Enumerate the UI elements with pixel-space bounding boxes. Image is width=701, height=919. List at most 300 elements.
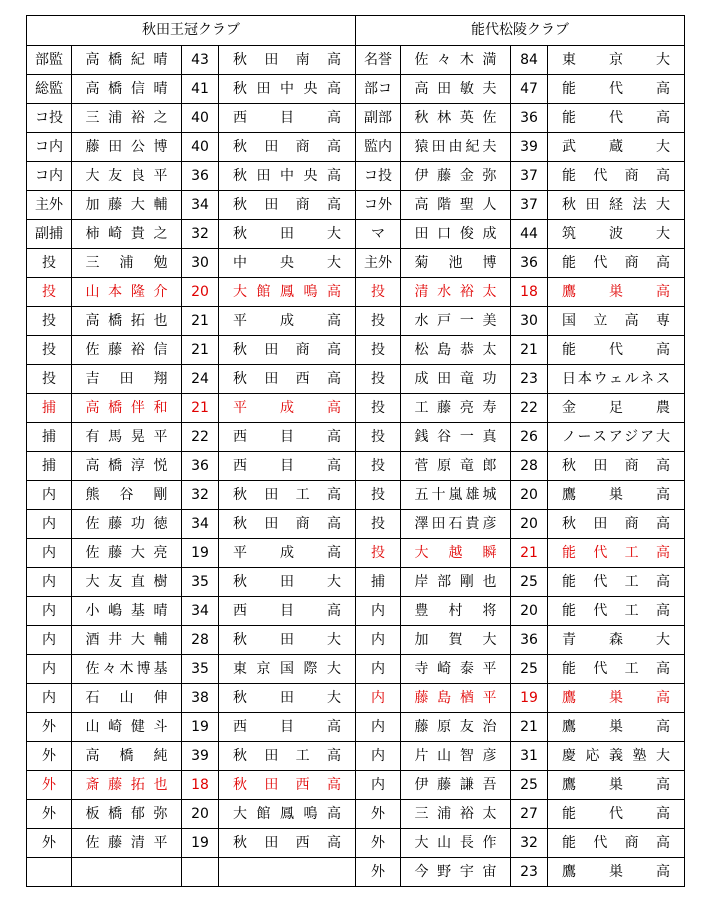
right-position-cell: 投	[356, 423, 401, 452]
table-row	[27, 133, 685, 162]
right-position-cell: 内	[356, 742, 401, 771]
right-age-cell: 21	[511, 336, 548, 365]
player-name: 佐藤清平	[85, 835, 168, 851]
left-school-cell	[219, 307, 356, 336]
left-age-cell: 35	[182, 655, 219, 684]
table-row	[27, 394, 685, 423]
left-position-cell: 投	[27, 307, 72, 336]
player-name: 高橋伴和	[85, 400, 168, 416]
table-row	[27, 191, 685, 220]
header-row	[27, 16, 685, 46]
right-player-name-cell	[401, 104, 511, 133]
school-name: 秋田中央高	[233, 168, 341, 184]
school-name: 青森大	[562, 632, 670, 648]
left-school-cell	[219, 249, 356, 278]
left-school-cell	[219, 394, 356, 423]
player-name: 大友直樹	[85, 574, 168, 590]
right-position-cell: 投	[356, 336, 401, 365]
left-position-cell: 投	[27, 365, 72, 394]
school-name: 秋田商高	[233, 342, 341, 358]
table-row	[27, 713, 685, 742]
table-row	[27, 162, 685, 191]
player-name: 高階聖人	[414, 197, 497, 213]
right-position-cell: 内	[356, 713, 401, 742]
left-school-cell	[219, 336, 356, 365]
right-player-name-cell	[401, 336, 511, 365]
player-name: 藤原友治	[414, 719, 497, 735]
right-age-cell: 32	[511, 829, 548, 858]
left-school-cell	[219, 365, 356, 394]
school-name: 秋田工高	[233, 748, 341, 764]
left-school-cell	[219, 510, 356, 539]
left-position-cell: 捕	[27, 394, 72, 423]
player-name: 大山長作	[414, 835, 497, 851]
table-row	[27, 626, 685, 655]
school-name: 秋田西高	[233, 835, 341, 851]
left-player-name-cell	[72, 46, 182, 75]
right-school-cell	[548, 626, 685, 655]
left-age-cell: 41	[182, 75, 219, 104]
right-position-cell: 外	[356, 800, 401, 829]
school-name: 西目高	[233, 603, 341, 619]
left-age-cell	[182, 858, 219, 887]
left-age-cell: 34	[182, 510, 219, 539]
left-player-name-cell	[72, 539, 182, 568]
player-name: 菊池博	[414, 255, 497, 271]
table-row	[27, 597, 685, 626]
left-school-cell	[219, 742, 356, 771]
right-age-cell: 37	[511, 191, 548, 220]
school-name: 平成高	[233, 400, 341, 416]
player-name: 三浦裕太	[414, 806, 497, 822]
table-row	[27, 742, 685, 771]
left-player-name-cell	[72, 191, 182, 220]
player-name: 岸部剛也	[414, 574, 497, 590]
right-player-name-cell	[401, 510, 511, 539]
right-player-name-cell	[401, 655, 511, 684]
right-position-cell: 副部	[356, 104, 401, 133]
left-age-cell: 21	[182, 336, 219, 365]
left-position-cell: 総監	[27, 75, 72, 104]
player-name: 大越瞬	[414, 545, 497, 561]
school-name: 秋田商高	[233, 516, 341, 532]
right-player-name-cell	[401, 220, 511, 249]
right-school-cell	[548, 191, 685, 220]
left-age-cell: 43	[182, 46, 219, 75]
player-name: 高橋紀晴	[85, 52, 168, 68]
table-row	[27, 220, 685, 249]
player-name: 加賀大	[414, 632, 497, 648]
table-row	[27, 684, 685, 713]
right-age-cell: 84	[511, 46, 548, 75]
left-school-cell	[219, 220, 356, 249]
left-player-name-cell	[72, 162, 182, 191]
right-school-cell	[548, 46, 685, 75]
right-school-cell	[548, 278, 685, 307]
left-school-cell	[219, 568, 356, 597]
player-name: 高田敏夫	[414, 81, 497, 97]
school-name: 鷹巣高	[562, 719, 670, 735]
school-name: 能代高	[562, 110, 670, 126]
left-position-cell: 捕	[27, 452, 72, 481]
right-player-name-cell	[401, 858, 511, 887]
left-player-name-cell	[72, 278, 182, 307]
left-position-cell: コ内	[27, 162, 72, 191]
table-row	[27, 46, 685, 75]
school-name: 秋田西高	[233, 371, 341, 387]
roster-body	[27, 16, 685, 887]
table-row	[27, 539, 685, 568]
table-row	[27, 423, 685, 452]
player-name: 片山智彦	[414, 748, 497, 764]
right-school-cell	[548, 713, 685, 742]
table-row	[27, 800, 685, 829]
right-age-cell: 20	[511, 510, 548, 539]
left-player-name-cell	[72, 133, 182, 162]
left-school-cell	[219, 597, 356, 626]
player-name: 石山伸	[85, 690, 168, 706]
left-player-name-cell	[72, 684, 182, 713]
left-age-cell: 39	[182, 742, 219, 771]
player-name: 熊谷剛	[85, 487, 168, 503]
player-name: 寺崎泰平	[414, 661, 497, 677]
left-player-name-cell	[72, 452, 182, 481]
right-position-cell: 内	[356, 597, 401, 626]
left-player-name-cell	[72, 481, 182, 510]
left-school-cell	[219, 423, 356, 452]
school-name: 能代商高	[562, 835, 670, 851]
school-name: 鷹巣高	[562, 690, 670, 706]
left-player-name-cell	[72, 742, 182, 771]
left-player-name-cell	[72, 829, 182, 858]
left-player-name-cell	[72, 75, 182, 104]
right-school-cell	[548, 394, 685, 423]
right-age-cell: 20	[511, 597, 548, 626]
school-name: 東京国際大	[233, 661, 341, 677]
right-player-name-cell	[401, 75, 511, 104]
left-position-cell: 内	[27, 510, 72, 539]
left-player-name-cell	[72, 771, 182, 800]
left-age-cell: 35	[182, 568, 219, 597]
right-school-cell	[548, 452, 685, 481]
left-player-name-cell	[72, 220, 182, 249]
left-position-cell: 外	[27, 771, 72, 800]
right-player-name-cell	[401, 423, 511, 452]
left-age-cell: 32	[182, 481, 219, 510]
school-name: 秋田商高	[562, 516, 670, 532]
left-age-cell: 19	[182, 713, 219, 742]
right-age-cell: 22	[511, 394, 548, 423]
right-school-cell	[548, 858, 685, 887]
right-school-cell	[548, 771, 685, 800]
left-player-name-cell	[72, 365, 182, 394]
left-age-cell: 40	[182, 133, 219, 162]
right-position-cell: 内	[356, 684, 401, 713]
left-position-cell: 投	[27, 278, 72, 307]
left-school-cell	[219, 655, 356, 684]
left-player-name-cell	[72, 336, 182, 365]
player-name: 菅原竜郎	[414, 458, 497, 474]
left-position-cell: 投	[27, 249, 72, 278]
right-age-cell: 39	[511, 133, 548, 162]
player-name: 清水裕太	[414, 284, 497, 300]
player-name: 水戸一美	[414, 313, 497, 329]
left-position-cell: 捕	[27, 423, 72, 452]
player-name: 高橋拓也	[85, 313, 168, 329]
right-age-cell: 36	[511, 626, 548, 655]
left-age-cell: 34	[182, 191, 219, 220]
left-position-cell: 内	[27, 655, 72, 684]
right-age-cell: 36	[511, 104, 548, 133]
left-player-name-cell	[72, 307, 182, 336]
school-name: 秋田大	[233, 226, 341, 242]
right-age-cell: 31	[511, 742, 548, 771]
right-age-cell: 25	[511, 655, 548, 684]
right-school-cell	[548, 539, 685, 568]
school-name: 能代工高	[562, 545, 670, 561]
left-age-cell: 38	[182, 684, 219, 713]
table-row	[27, 278, 685, 307]
school-name: 鷹巣高	[562, 864, 670, 880]
right-age-cell: 36	[511, 249, 548, 278]
table-row	[27, 829, 685, 858]
school-name: 秋田西高	[233, 777, 341, 793]
player-name: 山本隆介	[85, 284, 168, 300]
left-age-cell: 18	[182, 771, 219, 800]
right-age-cell: 28	[511, 452, 548, 481]
school-name: 筑波大	[562, 226, 670, 242]
right-player-name-cell	[401, 133, 511, 162]
school-name: 東京大	[562, 52, 670, 68]
right-school-cell	[548, 220, 685, 249]
player-name: 吉田翔	[85, 371, 168, 387]
left-school-cell	[219, 278, 356, 307]
school-name: 能代工高	[562, 661, 670, 677]
player-name: 板橋郁弥	[85, 806, 168, 822]
player-name: 山崎健斗	[85, 719, 168, 735]
left-school-cell	[219, 771, 356, 800]
left-school-cell	[219, 858, 356, 887]
school-name: 秋田商高	[233, 139, 341, 155]
player-name: 佐々木満	[414, 52, 497, 68]
right-player-name-cell	[401, 597, 511, 626]
left-position-cell: 内	[27, 539, 72, 568]
player-name: 柿崎貴之	[85, 226, 168, 242]
right-school-cell	[548, 829, 685, 858]
table-row	[27, 75, 685, 104]
right-position-cell: 内	[356, 771, 401, 800]
right-player-name-cell	[401, 162, 511, 191]
school-name: 鷹巣高	[562, 487, 670, 503]
school-name: 金足農	[562, 400, 670, 416]
school-name: 大館鳳鳴高	[233, 806, 341, 822]
left-school-cell	[219, 452, 356, 481]
right-position-cell: 名誉	[356, 46, 401, 75]
right-age-cell: 21	[511, 713, 548, 742]
right-school-cell	[548, 307, 685, 336]
school-name: 武蔵大	[562, 139, 670, 155]
right-age-cell: 19	[511, 684, 548, 713]
school-name: 能代高	[562, 806, 670, 822]
right-position-cell: 外	[356, 829, 401, 858]
right-age-cell: 23	[511, 365, 548, 394]
left-age-cell: 19	[182, 539, 219, 568]
left-position-cell: 内	[27, 626, 72, 655]
school-name: 鷹巣高	[562, 284, 670, 300]
left-player-name-cell	[72, 655, 182, 684]
player-name: 小嶋基晴	[85, 603, 168, 619]
left-position-cell: 外	[27, 742, 72, 771]
left-position-cell: 内	[27, 597, 72, 626]
table-row	[27, 336, 685, 365]
school-name: 鷹巣高	[562, 777, 670, 793]
right-player-name-cell	[401, 568, 511, 597]
right-school-cell	[548, 684, 685, 713]
left-age-cell: 24	[182, 365, 219, 394]
left-player-name-cell	[72, 249, 182, 278]
table-row	[27, 249, 685, 278]
left-school-cell	[219, 539, 356, 568]
left-player-name-cell	[72, 713, 182, 742]
right-position-cell: 捕	[356, 568, 401, 597]
player-name: 酒井大輔	[85, 632, 168, 648]
left-player-name-cell	[72, 597, 182, 626]
left-position-cell: 部監	[27, 46, 72, 75]
left-player-name-cell	[72, 858, 182, 887]
school-name: 秋田商高	[562, 458, 670, 474]
left-age-cell: 28	[182, 626, 219, 655]
player-name: 佐藤功徳	[85, 516, 168, 532]
right-position-cell: 外	[356, 858, 401, 887]
right-player-name-cell	[401, 539, 511, 568]
left-player-name-cell	[72, 394, 182, 423]
right-school-cell	[548, 133, 685, 162]
school-name: 秋田大	[233, 574, 341, 590]
right-age-cell: 18	[511, 278, 548, 307]
right-age-cell: 30	[511, 307, 548, 336]
player-name: 藤島楢平	[414, 690, 497, 706]
right-position-cell: 投	[356, 365, 401, 394]
player-name: 高橋信晴	[85, 81, 168, 97]
right-position-cell: 部コ	[356, 75, 401, 104]
right-age-cell: 25	[511, 568, 548, 597]
right-school-cell	[548, 510, 685, 539]
school-name: 西目高	[233, 429, 341, 445]
right-player-name-cell	[401, 771, 511, 800]
left-school-cell	[219, 829, 356, 858]
player-name: 高橋淳悦	[85, 458, 168, 474]
school-name: 西目高	[233, 110, 341, 126]
left-position-cell: コ内	[27, 133, 72, 162]
right-player-name-cell	[401, 742, 511, 771]
left-player-name-cell	[72, 104, 182, 133]
table-row	[27, 307, 685, 336]
left-position-cell: 主外	[27, 191, 72, 220]
left-age-cell: 32	[182, 220, 219, 249]
school-name: 西目高	[233, 719, 341, 735]
right-school-cell	[548, 75, 685, 104]
school-name: 秋田経法大	[562, 197, 670, 213]
team-name-left: 秋田王冠クラブ	[27, 16, 356, 46]
right-position-cell: 内	[356, 655, 401, 684]
player-name: 今野宇宙	[414, 864, 497, 880]
left-position-cell: 外	[27, 800, 72, 829]
right-position-cell: 投	[356, 452, 401, 481]
right-school-cell	[548, 162, 685, 191]
left-position-cell: 内	[27, 684, 72, 713]
left-school-cell	[219, 626, 356, 655]
right-position-cell: マ	[356, 220, 401, 249]
table-row	[27, 452, 685, 481]
player-name: 松島恭太	[414, 342, 497, 358]
right-position-cell: コ外	[356, 191, 401, 220]
right-position-cell: 内	[356, 626, 401, 655]
school-name: 中央大	[233, 255, 341, 271]
school-name: 秋田工高	[233, 487, 341, 503]
player-name: 三浦勉	[85, 255, 168, 271]
left-player-name-cell	[72, 626, 182, 655]
right-player-name-cell	[401, 626, 511, 655]
right-age-cell: 23	[511, 858, 548, 887]
table-row	[27, 104, 685, 133]
right-age-cell: 37	[511, 162, 548, 191]
right-position-cell: 投	[356, 307, 401, 336]
left-player-name-cell	[72, 568, 182, 597]
right-player-name-cell	[401, 829, 511, 858]
right-school-cell	[548, 365, 685, 394]
left-school-cell	[219, 684, 356, 713]
right-age-cell: 47	[511, 75, 548, 104]
player-name: 銭谷一真	[414, 429, 497, 445]
school-name: 慶応義塾大	[562, 748, 670, 764]
left-position-cell: コ投	[27, 104, 72, 133]
left-player-name-cell	[72, 510, 182, 539]
right-position-cell: 主外	[356, 249, 401, 278]
left-school-cell	[219, 46, 356, 75]
right-player-name-cell	[401, 46, 511, 75]
left-player-name-cell	[72, 800, 182, 829]
left-school-cell	[219, 481, 356, 510]
right-position-cell: 監内	[356, 133, 401, 162]
right-player-name-cell	[401, 713, 511, 742]
table-row	[27, 365, 685, 394]
right-player-name-cell	[401, 481, 511, 510]
player-name: 佐々木博基	[85, 661, 168, 677]
left-position-cell: 外	[27, 829, 72, 858]
right-age-cell: 44	[511, 220, 548, 249]
left-age-cell: 36	[182, 162, 219, 191]
left-age-cell: 34	[182, 597, 219, 626]
roster-table	[26, 15, 685, 887]
left-school-cell	[219, 75, 356, 104]
right-school-cell	[548, 481, 685, 510]
left-age-cell: 30	[182, 249, 219, 278]
school-name: 能代商高	[562, 255, 670, 271]
left-age-cell: 20	[182, 800, 219, 829]
right-player-name-cell	[401, 452, 511, 481]
right-player-name-cell	[401, 191, 511, 220]
table-row	[27, 481, 685, 510]
table-row	[27, 510, 685, 539]
school-name: 西目高	[233, 458, 341, 474]
right-position-cell: 投	[356, 481, 401, 510]
school-name: 能代工高	[562, 574, 670, 590]
left-age-cell: 21	[182, 307, 219, 336]
player-name: 工藤亮寿	[414, 400, 497, 416]
right-age-cell: 27	[511, 800, 548, 829]
right-school-cell	[548, 568, 685, 597]
player-name: 成田竜功	[414, 371, 497, 387]
